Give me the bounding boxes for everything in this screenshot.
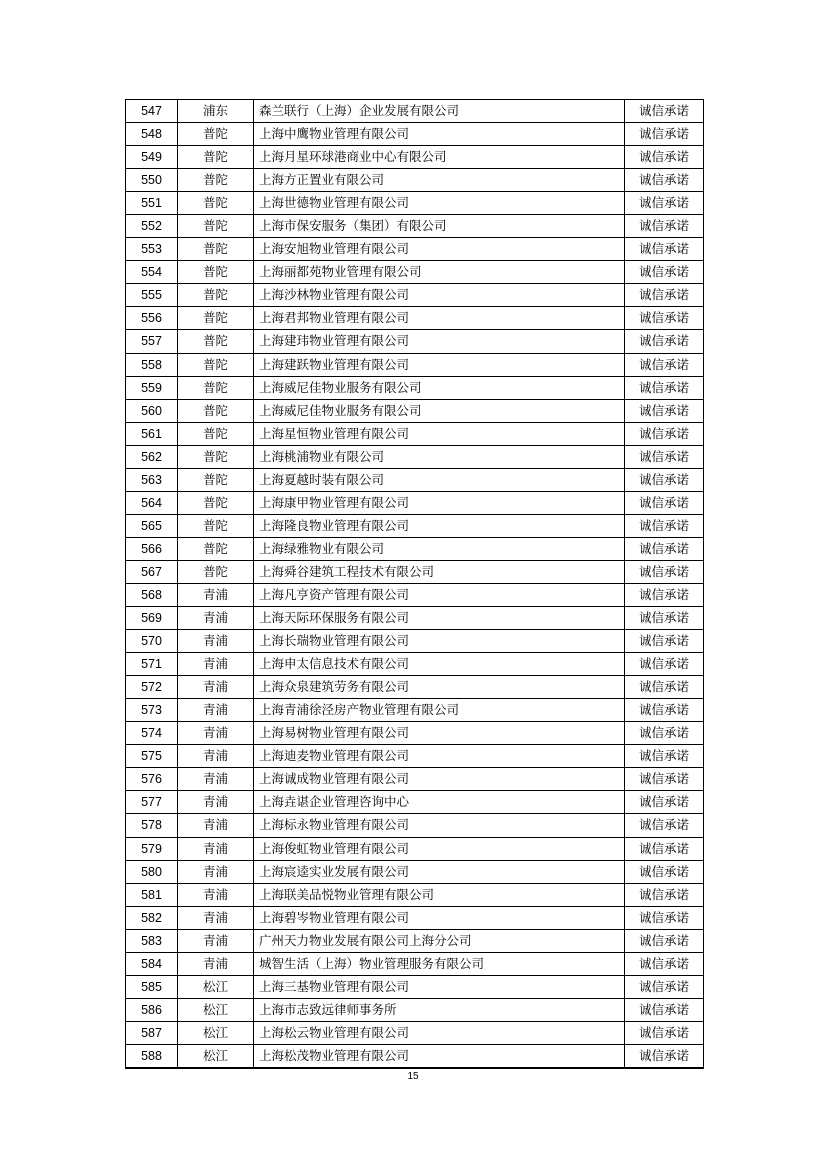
table-row [126,583,704,606]
status-cell: 诚信承诺 [625,560,704,583]
district-cell: 普陀 [178,146,254,169]
company-name-cell: 上海标永物业管理有限公司 [254,814,625,837]
district-cell: 普陀 [178,376,254,399]
row-number-cell: 580 [126,860,178,883]
company-name-cell: 上海中鹰物业管理有限公司 [254,123,625,146]
company-name-cell: 上海沙林物业管理有限公司 [254,284,625,307]
status-cell: 诚信承诺 [625,906,704,929]
district-cell: 青浦 [178,722,254,745]
company-name-cell: 上海长瑞物业管理有限公司 [254,630,625,653]
row-number-cell: 584 [126,952,178,975]
table-row [126,399,704,422]
row-number-cell: 567 [126,560,178,583]
company-name-cell: 上海方正置业有限公司 [254,169,625,192]
district-cell: 普陀 [178,353,254,376]
district-cell: 普陀 [178,560,254,583]
status-cell: 诚信承诺 [625,399,704,422]
status-cell: 诚信承诺 [625,491,704,514]
district-cell: 浦东 [178,100,254,123]
table-row [126,514,704,537]
district-cell: 青浦 [178,653,254,676]
row-number-cell: 582 [126,906,178,929]
company-name-cell: 上海星恒物业管理有限公司 [254,422,625,445]
company-name-cell: 上海易树物业管理有限公司 [254,722,625,745]
district-cell: 青浦 [178,860,254,883]
company-name-cell: 上海松茂物业管理有限公司 [254,1044,625,1068]
status-cell: 诚信承诺 [625,445,704,468]
company-name-cell: 上海丽都苑物业管理有限公司 [254,261,625,284]
row-number-cell: 555 [126,284,178,307]
table-row [126,422,704,445]
row-number-cell: 566 [126,537,178,560]
district-cell: 青浦 [178,745,254,768]
status-cell: 诚信承诺 [625,261,704,284]
table-row [126,491,704,514]
status-cell: 诚信承诺 [625,146,704,169]
company-name-cell: 上海威尼佳物业服务有限公司 [254,399,625,422]
table-row [126,1044,704,1068]
status-cell: 诚信承诺 [625,215,704,238]
status-cell: 诚信承诺 [625,860,704,883]
table-row [126,169,704,192]
company-name-cell: 上海君邦物业管理有限公司 [254,307,625,330]
page-number: 15 [407,1071,419,1082]
row-number-cell: 583 [126,929,178,952]
table-row [126,100,704,123]
table-row [126,768,704,791]
status-cell: 诚信承诺 [625,814,704,837]
company-name-cell: 上海桃浦物业有限公司 [254,445,625,468]
table-row [126,261,704,284]
district-cell: 松江 [178,1021,254,1044]
table-row [126,699,704,722]
district-cell: 普陀 [178,238,254,261]
row-number-cell: 576 [126,768,178,791]
company-name-cell: 上海联美品悦物业管理有限公司 [254,883,625,906]
table-row [126,215,704,238]
district-cell: 青浦 [178,814,254,837]
table-row [126,123,704,146]
row-number-cell: 571 [126,653,178,676]
company-name-cell: 上海康甲物业管理有限公司 [254,491,625,514]
district-cell: 普陀 [178,468,254,491]
company-name-cell: 城智生活（上海）物业管理服务有限公司 [254,952,625,975]
district-cell: 青浦 [178,768,254,791]
status-cell: 诚信承诺 [625,514,704,537]
status-cell: 诚信承诺 [625,123,704,146]
status-cell: 诚信承诺 [625,284,704,307]
district-cell: 青浦 [178,837,254,860]
company-name-cell: 上海凡亨资产管理有限公司 [254,583,625,606]
status-cell: 诚信承诺 [625,192,704,215]
row-number-cell: 577 [126,791,178,814]
status-cell: 诚信承诺 [625,883,704,906]
table-row [126,653,704,676]
status-cell: 诚信承诺 [625,307,704,330]
table-row [126,929,704,952]
district-cell: 青浦 [178,676,254,699]
district-cell: 青浦 [178,906,254,929]
row-number-cell: 548 [126,123,178,146]
table-row [126,676,704,699]
row-number-cell: 573 [126,699,178,722]
table-row [126,975,704,998]
row-number-cell: 569 [126,607,178,630]
row-number-cell: 585 [126,975,178,998]
district-cell: 普陀 [178,445,254,468]
status-cell: 诚信承诺 [625,768,704,791]
district-cell: 青浦 [178,929,254,952]
row-number-cell: 561 [126,422,178,445]
row-number-cell: 557 [126,330,178,353]
district-cell: 普陀 [178,307,254,330]
row-number-cell: 563 [126,468,178,491]
status-cell: 诚信承诺 [625,929,704,952]
status-cell: 诚信承诺 [625,722,704,745]
district-cell: 青浦 [178,699,254,722]
status-cell: 诚信承诺 [625,676,704,699]
company-name-cell: 上海诚成物业管理有限公司 [254,768,625,791]
table-row [126,146,704,169]
table-row [126,630,704,653]
row-number-cell: 578 [126,814,178,837]
company-name-cell: 上海月星环球港商业中心有限公司 [254,146,625,169]
roster-table-body [126,100,704,1068]
company-name-cell: 上海青浦徐泾房产物业管理有限公司 [254,699,625,722]
table-row [126,1021,704,1044]
row-number-cell: 556 [126,307,178,330]
district-cell: 普陀 [178,123,254,146]
district-cell: 普陀 [178,422,254,445]
district-cell: 松江 [178,975,254,998]
company-name-cell: 上海隆良物业管理有限公司 [254,514,625,537]
status-cell: 诚信承诺 [625,837,704,860]
company-name-cell: 上海威尼佳物业服务有限公司 [254,376,625,399]
table-row [126,906,704,929]
table-row [126,722,704,745]
company-name-cell: 上海碧岑物业管理有限公司 [254,906,625,929]
status-cell: 诚信承诺 [625,330,704,353]
district-cell: 青浦 [178,630,254,653]
district-cell: 普陀 [178,261,254,284]
table-row [126,837,704,860]
district-cell: 普陀 [178,330,254,353]
table-row [126,307,704,330]
row-number-cell: 568 [126,583,178,606]
district-cell: 普陀 [178,537,254,560]
district-cell: 青浦 [178,607,254,630]
status-cell: 诚信承诺 [625,238,704,261]
district-cell: 普陀 [178,399,254,422]
company-name-cell: 上海建跃物业管理有限公司 [254,353,625,376]
row-number-cell: 575 [126,745,178,768]
company-roster-table [125,99,704,1069]
row-number-cell: 564 [126,491,178,514]
company-name-cell: 上海松云物业管理有限公司 [254,1021,625,1044]
table-row [126,791,704,814]
company-name-cell: 上海宸逵实业发展有限公司 [254,860,625,883]
company-name-cell: 上海俊虹物业管理有限公司 [254,837,625,860]
table-row [126,537,704,560]
status-cell: 诚信承诺 [625,653,704,676]
status-cell: 诚信承诺 [625,468,704,491]
table-row [126,353,704,376]
company-name-cell: 上海天际环保服务有限公司 [254,607,625,630]
row-number-cell: 554 [126,261,178,284]
row-number-cell: 559 [126,376,178,399]
district-cell: 普陀 [178,215,254,238]
table-row [126,860,704,883]
company-name-cell: 上海舜谷建筑工程技术有限公司 [254,560,625,583]
status-cell: 诚信承诺 [625,353,704,376]
row-number-cell: 551 [126,192,178,215]
status-cell: 诚信承诺 [625,422,704,445]
table-row [126,330,704,353]
status-cell: 诚信承诺 [625,699,704,722]
district-cell: 青浦 [178,883,254,906]
table-row [126,952,704,975]
company-name-cell: 上海迪麦物业管理有限公司 [254,745,625,768]
table-row [126,814,704,837]
district-cell: 松江 [178,1044,254,1068]
status-cell: 诚信承诺 [625,607,704,630]
table-row [126,376,704,399]
status-cell: 诚信承诺 [625,952,704,975]
district-cell: 青浦 [178,952,254,975]
company-name-cell: 上海绿雅物业有限公司 [254,537,625,560]
row-number-cell: 550 [126,169,178,192]
district-cell: 松江 [178,998,254,1021]
row-number-cell: 586 [126,998,178,1021]
district-cell: 普陀 [178,192,254,215]
district-cell: 普陀 [178,514,254,537]
status-cell: 诚信承诺 [625,169,704,192]
status-cell: 诚信承诺 [625,1044,704,1068]
row-number-cell: 562 [126,445,178,468]
company-name-cell: 上海三基物业管理有限公司 [254,975,625,998]
company-name-cell: 上海世德物业管理有限公司 [254,192,625,215]
status-cell: 诚信承诺 [625,630,704,653]
company-name-cell: 森兰联行（上海）企业发展有限公司 [254,100,625,123]
row-number-cell: 579 [126,837,178,860]
row-number-cell: 581 [126,883,178,906]
district-cell: 青浦 [178,583,254,606]
status-cell: 诚信承诺 [625,975,704,998]
table-row [126,607,704,630]
row-number-cell: 587 [126,1021,178,1044]
row-number-cell: 588 [126,1044,178,1068]
company-name-cell: 上海夏越时装有限公司 [254,468,625,491]
company-name-cell: 广州天力物业发展有限公司上海分公司 [254,929,625,952]
row-number-cell: 574 [126,722,178,745]
table-row [126,468,704,491]
company-name-cell: 上海众泉建筑劳务有限公司 [254,676,625,699]
status-cell: 诚信承诺 [625,791,704,814]
status-cell: 诚信承诺 [625,745,704,768]
status-cell: 诚信承诺 [625,100,704,123]
table-row [126,192,704,215]
district-cell: 普陀 [178,284,254,307]
table-row [126,998,704,1021]
row-number-cell: 552 [126,215,178,238]
district-cell: 普陀 [178,169,254,192]
company-name-cell: 上海安旭物业管理有限公司 [254,238,625,261]
row-number-cell: 558 [126,353,178,376]
table-row [126,284,704,307]
table-row [126,883,704,906]
row-number-cell: 570 [126,630,178,653]
district-cell: 青浦 [178,791,254,814]
company-name-cell: 上海市保安服务（集团）有限公司 [254,215,625,238]
row-number-cell: 560 [126,399,178,422]
table-row [126,238,704,261]
company-name-cell: 上海建玮物业管理有限公司 [254,330,625,353]
status-cell: 诚信承诺 [625,376,704,399]
table-row [126,745,704,768]
row-number-cell: 565 [126,514,178,537]
status-cell: 诚信承诺 [625,583,704,606]
company-name-cell: 上海垚谌企业管理咨询中心 [254,791,625,814]
status-cell: 诚信承诺 [625,537,704,560]
row-number-cell: 547 [126,100,178,123]
row-number-cell: 549 [126,146,178,169]
table-row [126,560,704,583]
row-number-cell: 553 [126,238,178,261]
status-cell: 诚信承诺 [625,1021,704,1044]
company-name-cell: 上海申太信息技术有限公司 [254,653,625,676]
company-name-cell: 上海市志致远律师事务所 [254,998,625,1021]
table-row [126,445,704,468]
status-cell: 诚信承诺 [625,998,704,1021]
district-cell: 普陀 [178,491,254,514]
row-number-cell: 572 [126,676,178,699]
